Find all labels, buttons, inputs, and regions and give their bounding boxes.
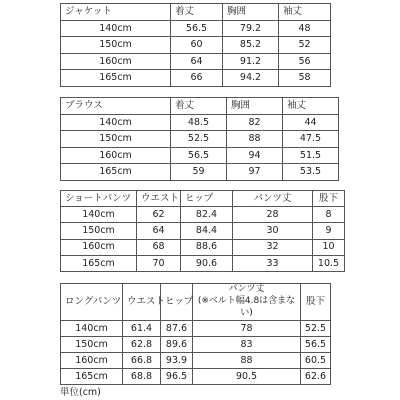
value-cell: 60.5 <box>301 353 331 369</box>
table-row <box>61 223 345 239</box>
value-cell: 44 <box>283 114 339 131</box>
table-row <box>61 70 331 87</box>
table-row <box>61 369 331 385</box>
value-cell: 85.2 <box>223 37 279 54</box>
value-cell: 62.8 <box>123 337 161 353</box>
value-cell: 56 <box>279 53 331 70</box>
column-header: 着丈 <box>171 4 223 21</box>
column-header: 胸囲 <box>223 4 279 21</box>
value-cell: 62 <box>137 207 181 223</box>
table-row <box>61 321 331 337</box>
value-cell: 66 <box>171 70 223 87</box>
value-cell: 33 <box>233 255 313 271</box>
size-cell: 140cm <box>61 20 171 37</box>
value-cell: 87.6 <box>161 321 193 337</box>
column-header: 袖丈 <box>279 4 331 21</box>
column-header: 胸囲 <box>227 98 283 115</box>
table-header-row <box>61 4 331 21</box>
size-cell: 150cm <box>61 37 171 54</box>
table-row <box>61 20 331 37</box>
table-row <box>61 114 339 131</box>
value-cell: 94.2 <box>223 70 279 87</box>
value-cell: 62.6 <box>301 369 331 385</box>
size-cell: 160cm <box>61 147 171 164</box>
table-row <box>61 353 331 369</box>
size-cell: 160cm <box>61 239 137 255</box>
value-cell: 94 <box>227 147 283 164</box>
table-row <box>61 147 339 164</box>
value-cell: 52.5 <box>301 321 331 337</box>
table-title: ショートパンツ <box>61 191 137 207</box>
value-cell: 90.6 <box>181 255 233 271</box>
value-cell: 64 <box>137 223 181 239</box>
size-cell: 165cm <box>61 70 171 87</box>
column-header: ウエスト <box>123 284 161 321</box>
value-cell: 9 <box>313 223 345 239</box>
table-row <box>61 239 345 255</box>
value-cell: 90.5 <box>193 369 301 385</box>
value-cell: 79.2 <box>223 20 279 37</box>
table-row <box>61 53 331 70</box>
value-cell: 58 <box>279 70 331 87</box>
value-cell: 48.5 <box>171 114 227 131</box>
column-header: パンツ丈 <box>233 191 313 207</box>
value-cell: 84.4 <box>181 223 233 239</box>
size-cell: 150cm <box>61 337 123 353</box>
value-cell: 82.4 <box>181 207 233 223</box>
value-cell: 32 <box>233 239 313 255</box>
value-cell: 10.5 <box>313 255 345 271</box>
value-cell: 88 <box>193 353 301 369</box>
size-cell: 165cm <box>61 255 137 271</box>
pants-length-header <box>193 284 301 321</box>
table-row <box>61 164 339 181</box>
value-cell: 97 <box>227 164 283 181</box>
size-cell: 160cm <box>61 353 123 369</box>
column-header: 袖丈 <box>283 98 339 115</box>
value-cell: 56.5 <box>171 147 227 164</box>
table-title: ジャケット <box>61 4 171 21</box>
table-row <box>61 131 339 148</box>
value-cell: 47.5 <box>283 131 339 148</box>
table-header-row <box>61 284 331 321</box>
table-row <box>61 337 331 353</box>
column-header: 股下 <box>313 191 345 207</box>
value-cell: 52 <box>279 37 331 54</box>
size-cell: 150cm <box>61 131 171 148</box>
value-cell: 53.5 <box>283 164 339 181</box>
value-cell: 56.5 <box>301 337 331 353</box>
column-header: 着丈 <box>171 98 227 115</box>
size-cell: 165cm <box>61 369 123 385</box>
unit-note: 単位(cm) <box>60 387 101 398</box>
table-header-row <box>61 98 339 115</box>
value-cell: 61.4 <box>123 321 161 337</box>
value-cell: 93.9 <box>161 353 193 369</box>
value-cell: 78 <box>193 321 301 337</box>
size-cell: 165cm <box>61 164 171 181</box>
value-cell: 88.6 <box>181 239 233 255</box>
size-cell: 140cm <box>61 321 123 337</box>
value-cell: 68.8 <box>123 369 161 385</box>
value-cell: 8 <box>313 207 345 223</box>
table-title: ブラウス <box>61 98 171 115</box>
value-cell: 60 <box>171 37 223 54</box>
value-cell: 64 <box>171 53 223 70</box>
value-cell: 51.5 <box>283 147 339 164</box>
value-cell: 96.5 <box>161 369 193 385</box>
size-cell: 160cm <box>61 53 171 70</box>
table-header-row <box>61 191 345 207</box>
table-title: ロングパンツ <box>61 284 123 321</box>
value-cell: 82 <box>227 114 283 131</box>
value-cell: 52.5 <box>171 131 227 148</box>
column-header: ヒップ <box>181 191 233 207</box>
value-cell: 88 <box>227 131 283 148</box>
value-cell: 48 <box>279 20 331 37</box>
column-header: 股下 <box>301 284 331 321</box>
table-row <box>61 207 345 223</box>
value-cell: 83 <box>193 337 301 353</box>
long-pants-size-table <box>60 283 331 385</box>
value-cell: 10 <box>313 239 345 255</box>
belt-width-note: (※ベルト幅4.8は含まない) <box>197 296 296 318</box>
value-cell: 28 <box>233 207 313 223</box>
value-cell: 89.6 <box>161 337 193 353</box>
value-cell: 68 <box>137 239 181 255</box>
table-row <box>61 255 345 271</box>
value-cell: 66.8 <box>123 353 161 369</box>
jacket-size-table <box>60 3 331 87</box>
size-cell: 140cm <box>61 207 137 223</box>
blouse-size-table <box>60 97 339 181</box>
column-header: パンツ丈 <box>228 284 265 295</box>
size-cell: 140cm <box>61 114 171 131</box>
short-pants-size-table <box>60 190 345 272</box>
value-cell: 56.5 <box>171 20 223 37</box>
size-cell: 150cm <box>61 223 137 239</box>
value-cell: 59 <box>171 164 227 181</box>
value-cell: 30 <box>233 223 313 239</box>
value-cell: 70 <box>137 255 181 271</box>
column-header: ヒップ <box>161 284 193 321</box>
value-cell: 91.2 <box>223 53 279 70</box>
column-header: ウエスト <box>137 191 181 207</box>
table-row <box>61 37 331 54</box>
